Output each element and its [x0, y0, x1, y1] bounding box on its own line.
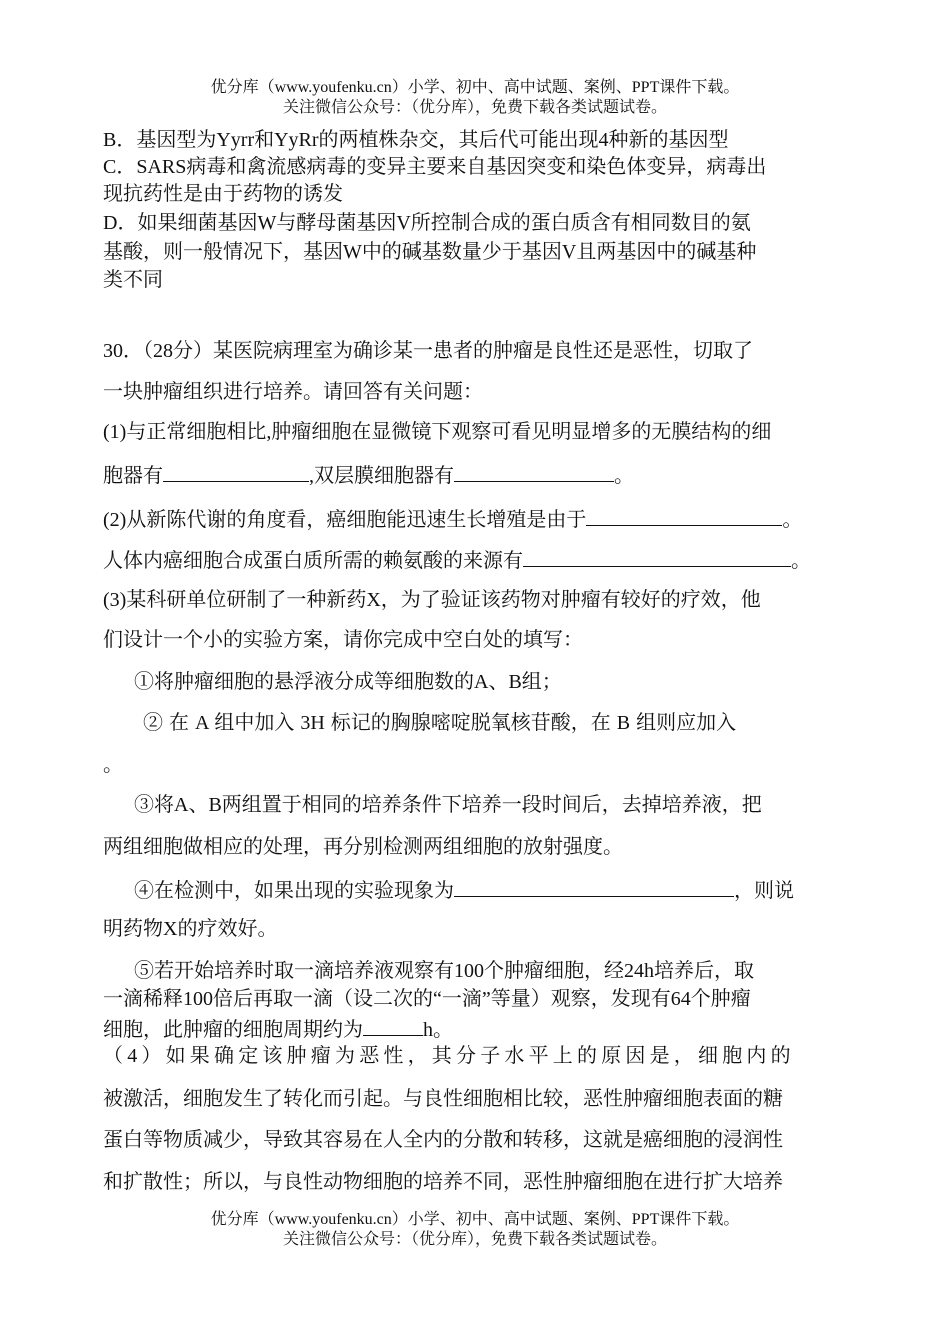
option-b: B．基因型为Yyrr和YyRr的两植株杂交，其后代可能出现4种新的基因型 [103, 129, 729, 151]
step-5-line-3 [103, 1015, 453, 1042]
answer-blank-metabolism-reason[interactable] [586, 505, 782, 526]
step-5-line-2: 一滴稀释100倍后再取一滴（设二次的“一滴”等量）观察，发现有64个肿瘤 [103, 988, 751, 1010]
step-1: ①将肿瘤细胞的悬浮液分成等细胞数的A、B组； [134, 671, 562, 693]
step-5-text-b: h。 [423, 1019, 453, 1041]
question-30-stem-line-1: 30．（28分）某医院病理室为确诊某一患者的肿瘤是良性还是恶性，切取了 [103, 340, 753, 362]
part-2-line-1 [103, 505, 802, 532]
step-2: ② 在 A 组中加入 3H 标记的胸腺嘧啶脱氧核苷酸，在 B 组则应加入 [143, 712, 737, 734]
step-5-line-1: ⑤若开始培养时取一滴培养液观察有100个肿瘤细胞，经24h培养后，取 [134, 960, 754, 982]
answer-blank-non-membrane-organelle[interactable] [163, 461, 309, 482]
part-1-text-b: ,双层膜细胞器有 [309, 465, 454, 487]
header-line-1: 优分库（www.youfenku.cn）小学、初中、高中试题、案例、PPT课件下载。 [210, 79, 740, 96]
header-line-2: 关注微信公众号：（优分库），免费下载各类试题试卷。 [282, 99, 667, 116]
step-4-line-2: 明药物X的疗效好。 [103, 918, 278, 940]
step-3-line-2: 两组细胞做相应的处理，再分别检测两组细胞的放射强度。 [103, 836, 623, 858]
option-d-line-2: 基酸，则一般情况下，基因W中的碱基数量少于基因V且两基因中的碱基种 [103, 241, 757, 263]
part-1-line-2 [103, 461, 634, 488]
part-2-text-b: 。 [782, 509, 803, 531]
answer-blank-experiment-phenomenon[interactable] [454, 876, 734, 897]
option-d-line-3: 类不同 [103, 269, 163, 291]
part-3-line-2: 们设计一个小的实验方案，请你完成中空白处的填写： [103, 629, 583, 651]
answer-blank-lysine-source[interactable] [523, 546, 791, 567]
step-4-text-a: ④在检测中，如果出现的实验现象为 [134, 880, 454, 902]
part-1-line-1: (1)与正常细胞相比,肿瘤细胞在显微镜下观察可看见明显增多的无膜结构的细 [103, 421, 772, 443]
part-2-text-a: (2)从新陈代谢的角度看，癌细胞能迅速生长增殖是由于 [103, 509, 587, 531]
part-1-text-c: 。 [614, 465, 634, 487]
step-3-line-1: ③将A、B两组置于相同的培养条件下培养一段时间后，去掉培养液，把 [134, 794, 762, 816]
part-4-line-3: 蛋白等物质减少，导致其容易在人全内的分散和转移，这就是癌细胞的浸润性 [103, 1129, 783, 1151]
part-2-text-c: 人体内癌细胞合成蛋白质所需的赖氨酸的来源有 [103, 550, 523, 572]
part-4-line-1: （4）如果确定该肿瘤为恶性，其分子水平上的原因是，细胞内的 [103, 1045, 795, 1067]
answer-blank-cell-cycle[interactable] [363, 1015, 423, 1036]
step-5-text-a: 细胞，此肿瘤的细胞周期约为 [103, 1019, 363, 1041]
part-4-line-2: 被激活，细胞发生了转化而引起。与良性细胞相比较，恶性肿瘤细胞表面的糖 [103, 1088, 783, 1110]
option-c-line-2: 现抗药性是由于药物的诱发 [103, 183, 343, 205]
footer-line-2: 关注微信公众号：（优分库），免费下载各类试题试卷。 [282, 1231, 667, 1248]
part-2-text-d: 。 [791, 550, 811, 572]
question-30-stem-line-2: 一块肿瘤组织进行培养。请回答有关问题： [103, 381, 483, 403]
footer-line-1: 优分库（www.youfenku.cn）小学、初中、高中试题、案例、PPT课件下载。 [210, 1211, 740, 1228]
part-1-text-a: 胞器有 [103, 465, 163, 487]
option-c-line-1: C．SARS病毒和禽流感病毒的变异主要来自基因突变和染色体变异，病毒出 [103, 156, 767, 178]
step-2-end: 。 [103, 754, 123, 776]
part-2-line-2 [103, 546, 811, 573]
part-4-line-4: 和扩散性；所以，与良性动物细胞的培养不同，恶性肿瘤细胞在进行扩大培养 [103, 1171, 783, 1193]
step-4-text-b: ，则说 [734, 880, 794, 902]
step-4-line-1 [134, 876, 794, 903]
answer-blank-double-membrane-organelle[interactable] [454, 461, 614, 482]
option-d-line-1: D．如果细菌基因W与酵母菌基因V所控制合成的蛋白质含有相同数目的氨 [103, 212, 751, 234]
part-3-line-1: (3)某科研单位研制了一种新药X，为了验证该药物对肿瘤有较好的疗效，他 [103, 589, 761, 611]
